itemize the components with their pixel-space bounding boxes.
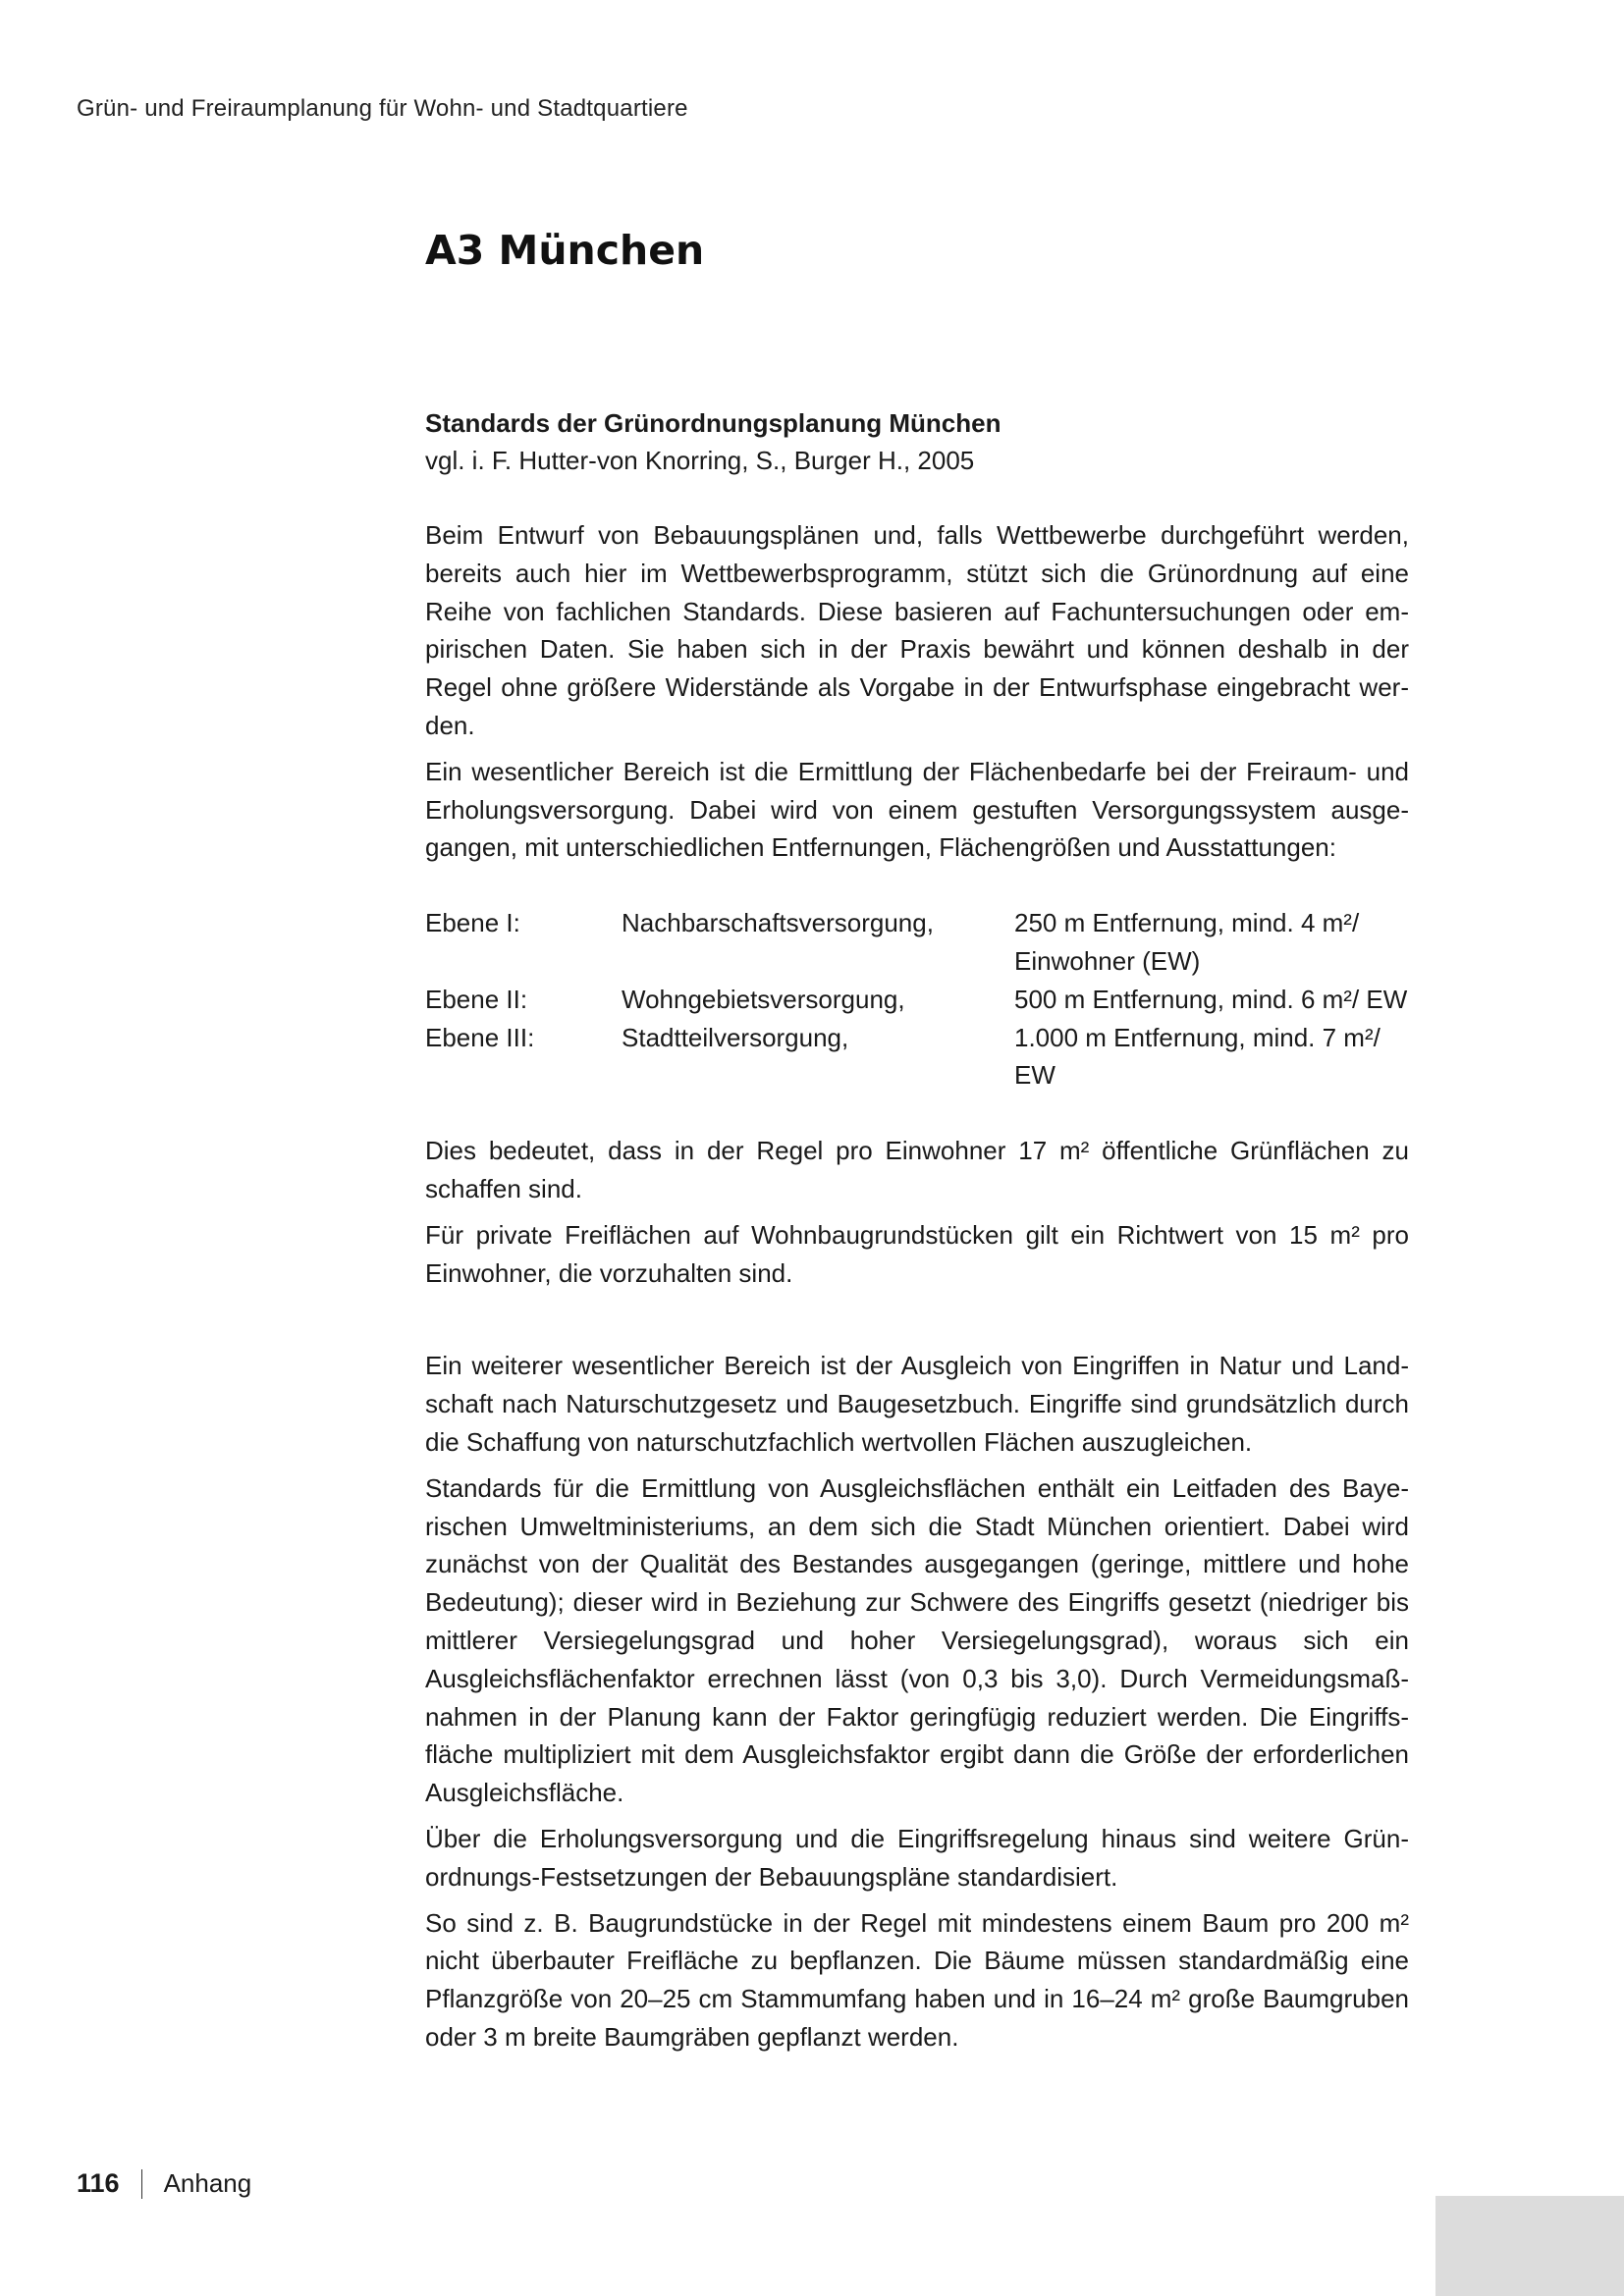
supply-levels-table	[425, 904, 1409, 1095]
level-detail: 1.000 m Entfernung, mind. 7 m²/ EW	[1014, 1022, 1380, 1091]
page-tab-marker	[1435, 2196, 1624, 2296]
running-header: Grün- und Freiraumplanung für Wohn- und Stadtquartiere	[77, 95, 688, 122]
paragraph: Für private Freiflächen auf Wohnbaugrundstücken gilt ein Richtwert von 15 m² pro Einwohner, die vorzuhalten sind.	[425, 1219, 1409, 1288]
level-name: Stadtteilversorgung,	[622, 1022, 849, 1052]
paragraph: Ein weiterer wesentlicher Bereich ist der Ausgleich von Eingriffen in Natur und Landschaft nach Naturschutzgesetz und Baugesetzbuch. Eingriffe sind grundsätzlich durch die Schaffung von naturschutzfachlich wertvollen Flächen auszugleichen.	[425, 1351, 1409, 1457]
paragraph: So sind z. B. Baugrundstücke in der Regel mit mindestens einem Baum pro 200 m² nicht überbauter Freifläche zu bepflanzen. Die Bäume müssen standardmäßig eine Pflanzgröße von 20–25 cm Stammumfang haben und in 16–24 m² große Baumgruben oder 3 m breite Baumgräben gepflanzt werden.	[425, 1907, 1409, 2052]
paragraph: Beim Entwurf von Bebauungsplänen und, falls Wettbewerbe durchgeführt werden, bereits auch hier im Wettbewerbsprogramm, stützt sich die Grünordnung auf eine Reihe von fachlichen Standards. Diese basieren auf Fachuntersuchungen oder empirischen Daten. Sie haben sich in der Praxis bewährt und können deshalb in der Regel ohne größere Widerstände als Vorgabe in der Entwurfsphase eingebracht werden.	[425, 520, 1409, 740]
section-label: Anhang	[163, 2168, 252, 2198]
supply-level-row	[425, 904, 1409, 981]
page-number: 116	[77, 2168, 120, 2198]
level-detail: 250 m Entfernung, mind. 4 m²/ Einwohner (EW)	[1014, 908, 1360, 976]
supply-level-row	[425, 1019, 1409, 1095]
paragraph: Standards für die Ermittlung von Ausgleichsflächen enthält ein Leitfaden des Bayerischen Umweltministeriums, an dem sich die Stadt München orientiert. Dabei wird zunächst von der Qualität des Bestandes ausgegangen (geringe, mittlere und hohe Bedeutung); dieser wird in Beziehung zur Schwere des Eingriffs gesetzt (niedriger bis mittlerer Versiegelungsgrad und hoher Versiegelungsgrad), woraus sich ein Ausgleichsflächenfaktor errechnen lässt (von 0,3 bis 3,0). Durch Vermeidungsmaßnahmen in der Planung kann der Faktor geringfügig reduziert werden. Die Eingriffsfläche multipliziert mit dem Ausgleichsfaktor ergibt dann die Größe der erforderlichen Ausgleichsfläche.	[425, 1472, 1409, 1808]
supply-level-row	[425, 981, 1409, 1019]
page-footer	[77, 2168, 251, 2199]
footer-divider	[141, 2169, 142, 2199]
level-label: Ebene II:	[425, 984, 528, 1014]
chapter-title: A3 München	[425, 227, 705, 274]
paragraph: Über die Erholungsversorgung und die Eingriffsregelung hinaus sind weitere Grünordnungs-Festsetzungen der Bebauungspläne standardisiert.	[425, 1823, 1409, 1892]
level-name: Nachbarschaftsversorgung,	[622, 908, 934, 938]
level-label: Ebene III:	[425, 1022, 535, 1052]
level-detail: 500 m Entfernung, mind. 6 m²/ EW	[1014, 984, 1408, 1014]
citation: vgl. i. F. Hutter-von Knorring, S., Burger H., 2005	[425, 446, 975, 475]
paragraph: Dies bedeutet, dass in der Regel pro Einwohner 17 m² öffentliche Grünflächen zu schaffen sind.	[425, 1136, 1409, 1203]
main-content	[425, 222, 1409, 2056]
level-name: Wohngebietsversorgung,	[622, 984, 905, 1014]
level-label: Ebene I:	[425, 908, 520, 938]
section-title: Standards der Grünordnungsplanung München	[425, 408, 1001, 438]
paragraph: Ein wesentlicher Bereich ist die Ermittlung der Flächenbedarfe bei der Freiraum- und Erholungsversorgung. Dabei wird von einem gestuften Versorgungssystem ausgegangen, mit unterschiedlichen Entfernungen, Flächengrößen und Ausstattungen:	[425, 756, 1409, 863]
